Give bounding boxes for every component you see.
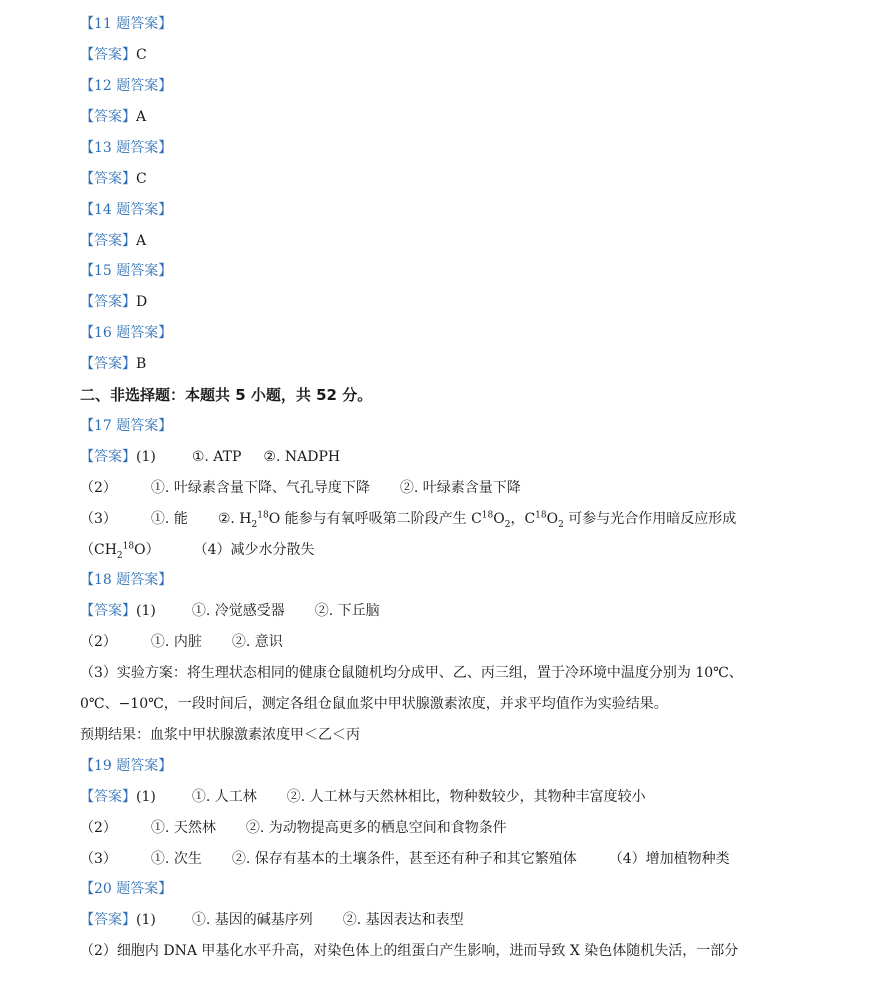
q16-answer: B [136,356,147,372]
answer-label: 【答案】 [80,356,136,372]
section2-title: 二、非选择题：本题共 5 小题，共 52 分。 [80,386,373,404]
q19-part3-num: （3） [80,851,117,867]
answer-label: 【答案】 [80,171,136,187]
q17-line1 [80,447,340,467]
answer-label: 【答案】 [80,449,136,465]
answer-label: 【答案】 [80,789,136,805]
answer-label: 【答案】 [80,294,136,310]
q14-header: 【14 题答案】 [80,202,173,218]
q18-line1 [80,601,380,621]
q17-part1-a: ①. ATP [191,449,242,465]
q19-line2 [80,818,507,838]
q19-part2-num: （2） [80,820,117,836]
q20-header: 【20 题答案】 [80,881,173,897]
q17-line2 [80,478,521,498]
q20-part1-num: (1) [136,912,156,928]
q17-part3-b: ②. $H_2^{18}O$ 能参与有氧呼吸第二阶段产生 $C^{18}O_2$，$C^{18}O_2$ 可参与光合作用暗反应形成 [217,510,737,530]
q19-part1-a: ①. 人工林 [191,789,257,805]
q18-line2 [80,632,283,652]
q19-part3-b: ②. 保存有基本的土壤条件，甚至还有种子和其它繁殖体 [231,851,577,867]
q13-answer: C [136,171,147,187]
q18-part2-a: ①. 内脏 [150,634,202,650]
q17-part2-a: ①. 叶绿素含量下降、气孔导度下降 [150,480,370,496]
q18-line3: （3）实验方案：将生理状态相同的健康仓鼠随机均分成甲、乙、丙三组，置于冷环境中温度分别为 10℃、 [80,665,743,681]
q18-line5: 预期结果：血浆中甲状腺激素浓度甲＜乙＜丙 [80,727,360,743]
q13-header: 【13 题答案】 [80,140,173,156]
q19-line3 [80,849,730,869]
answer-label: 【答案】 [80,912,136,928]
q20-part1-a: ①. 基因的碱基序列 [191,912,313,928]
q17-line4 [80,540,315,560]
q17-part3-a: ①. 能 [150,511,188,527]
q14-answer: A [136,233,147,249]
q18-header: 【18 题答案】 [80,572,173,588]
answer-label: 【答案】 [80,233,136,249]
q18-part1-num: (1) [136,603,156,619]
q18-line4: 0℃、−10℃，一段时间后，测定各组仓鼠血浆中甲状腺激素浓度，并求平均值作为实验结果。 [80,696,668,712]
q15-answer: D [136,294,148,310]
q19-part3-a: ①. 次生 [150,851,202,867]
q15-answer-line [80,292,147,312]
q19-line1 [80,787,646,807]
q17-header: 【17 题答案】 [80,418,173,434]
q17-part1-b: ②. NADPH [263,449,341,465]
q13-answer-line [80,169,147,189]
q17-part3-num: （3） [80,511,117,527]
q19-part2-a: ①. 天然林 [150,820,216,836]
q19-part4: （4）增加植物种类 [608,851,730,867]
answer-label: 【答案】 [80,109,136,125]
q19-part1-b: ②. 人工林与天然林相比，物种数较少，其物种丰富度较小 [286,789,646,805]
q19-header: 【19 题答案】 [80,758,173,774]
q18-part1-a: ①. 冷觉感受器 [191,603,285,619]
answer-label: 【答案】 [80,603,136,619]
q12-answer-line [80,107,146,127]
q20-line1 [80,910,464,930]
q20-part1-b: ②. 基因表达和表型 [342,912,464,928]
q18-part2-b: ②. 意识 [231,634,283,650]
q11-answer-line [80,45,147,65]
q19-part1-num: (1) [136,789,156,805]
q17-line3 [80,509,736,529]
q19-part2-b: ②. 为动物提高更多的栖息空间和食物条件 [245,820,507,836]
q14-answer-line [80,231,146,251]
answer-label: 【答案】 [80,47,136,63]
q18-part2-num: （2） [80,634,117,650]
q20-line2: （2）细胞内 DNA 甲基化水平升高，对染色体上的组蛋白产生影响，进而导致 X 染色体随机失活，一部分 [80,943,739,959]
q11-header: 【11 题答案】 [80,16,173,32]
q11-answer: C [136,47,147,63]
q17-part4: （4）减少水分散失 [193,542,315,558]
q17-part1-num: (1) [136,449,156,465]
q16-answer-line [80,354,146,374]
q17-part2-num: （2） [80,480,117,496]
q18-part1-b: ②. 下丘脑 [314,603,380,619]
q15-header: 【15 题答案】 [80,263,173,279]
q12-answer: A [136,109,147,125]
q16-header: 【16 题答案】 [80,325,173,341]
q12-header: 【12 题答案】 [80,78,173,94]
q17-part2-b: ②. 叶绿素含量下降 [399,480,521,496]
q17-formula: $(CH_2^{18}O)$ [80,541,160,561]
